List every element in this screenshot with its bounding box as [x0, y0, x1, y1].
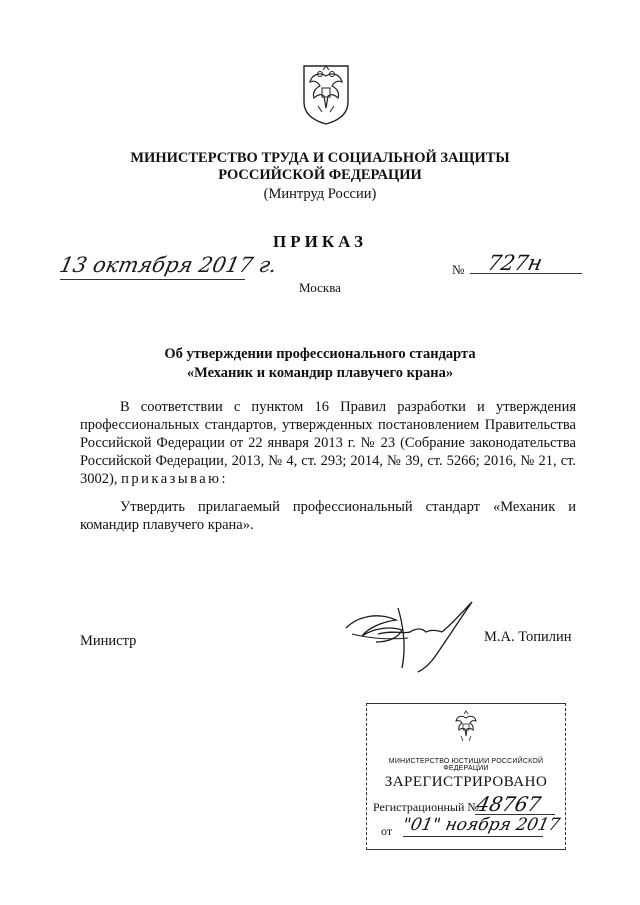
- paragraph-1-text: В соответствии с пунктом 16 Правил разработки и утверждения профессиональных стандартов, утвержденных постановлением Правительства Российской Федерации от 22 января 2013 г. № 23 (Собрание законодательства Российской Федерации, 2013, № 4, ст. 293; 2014, № 39, ст. 5266; 2016, № 21, ст. 3002),: [80, 399, 576, 487]
- signatory-position: Министр: [80, 633, 137, 649]
- order-date-handwritten: 13 октября 2017 г.: [57, 253, 280, 277]
- number-underline: [470, 273, 582, 274]
- coat-of-arms-icon: [452, 710, 480, 746]
- ministry-line-2: РОССИЙСКОЙ ФЕДЕРАЦИИ: [218, 167, 422, 183]
- signatory-name: М.А. Топилин: [484, 629, 572, 645]
- title-line-1: Об утверждении профессионального стандарта: [164, 346, 476, 362]
- ministry-short-name: (Минтруд России): [263, 186, 377, 202]
- body-paragraph-1: [80, 398, 576, 488]
- ministry-line-1: МИНИСТЕРСТВО ТРУДА И СОЦИАЛЬНОЙ ЗАЩИТЫ: [130, 150, 510, 166]
- stamp-registration-label: Регистрационный №: [373, 800, 479, 814]
- stamp-date-underline: [403, 836, 543, 837]
- stamp-ministry-name: МИНИСТЕРСТВО ЮСТИЦИИ РОССИЙСКОЙ ФЕДЕРАЦИИ: [388, 758, 544, 772]
- order-type: ПРИКАЗ: [273, 232, 367, 251]
- stamp-registered-label: ЗАРЕГИСТРИРОВАНО: [384, 774, 548, 790]
- command-word: приказываю:: [121, 471, 229, 487]
- stamp-date-handwritten: "01" ноября 2017: [400, 815, 562, 835]
- order-number-handwritten: 727н: [485, 251, 545, 275]
- order-number-label: №: [452, 262, 465, 277]
- paragraph-2-text: Утвердить прилагаемый профессиональный стандарт «Механик и командир плавучего крана».: [80, 499, 576, 533]
- order-city: Москва: [299, 280, 341, 295]
- body-paragraph-2: [80, 498, 576, 534]
- stamp-from-label: от: [381, 824, 393, 838]
- coat-of-arms-icon: [300, 62, 352, 126]
- handwritten-signature: [338, 598, 478, 676]
- stamp-registration-number: 48767: [474, 792, 544, 816]
- registration-stamp: [366, 703, 566, 850]
- ministry-name: [0, 150, 640, 184]
- title-line-2: «Механик и командир плавучего крана»: [186, 365, 454, 381]
- order-title: [0, 345, 640, 383]
